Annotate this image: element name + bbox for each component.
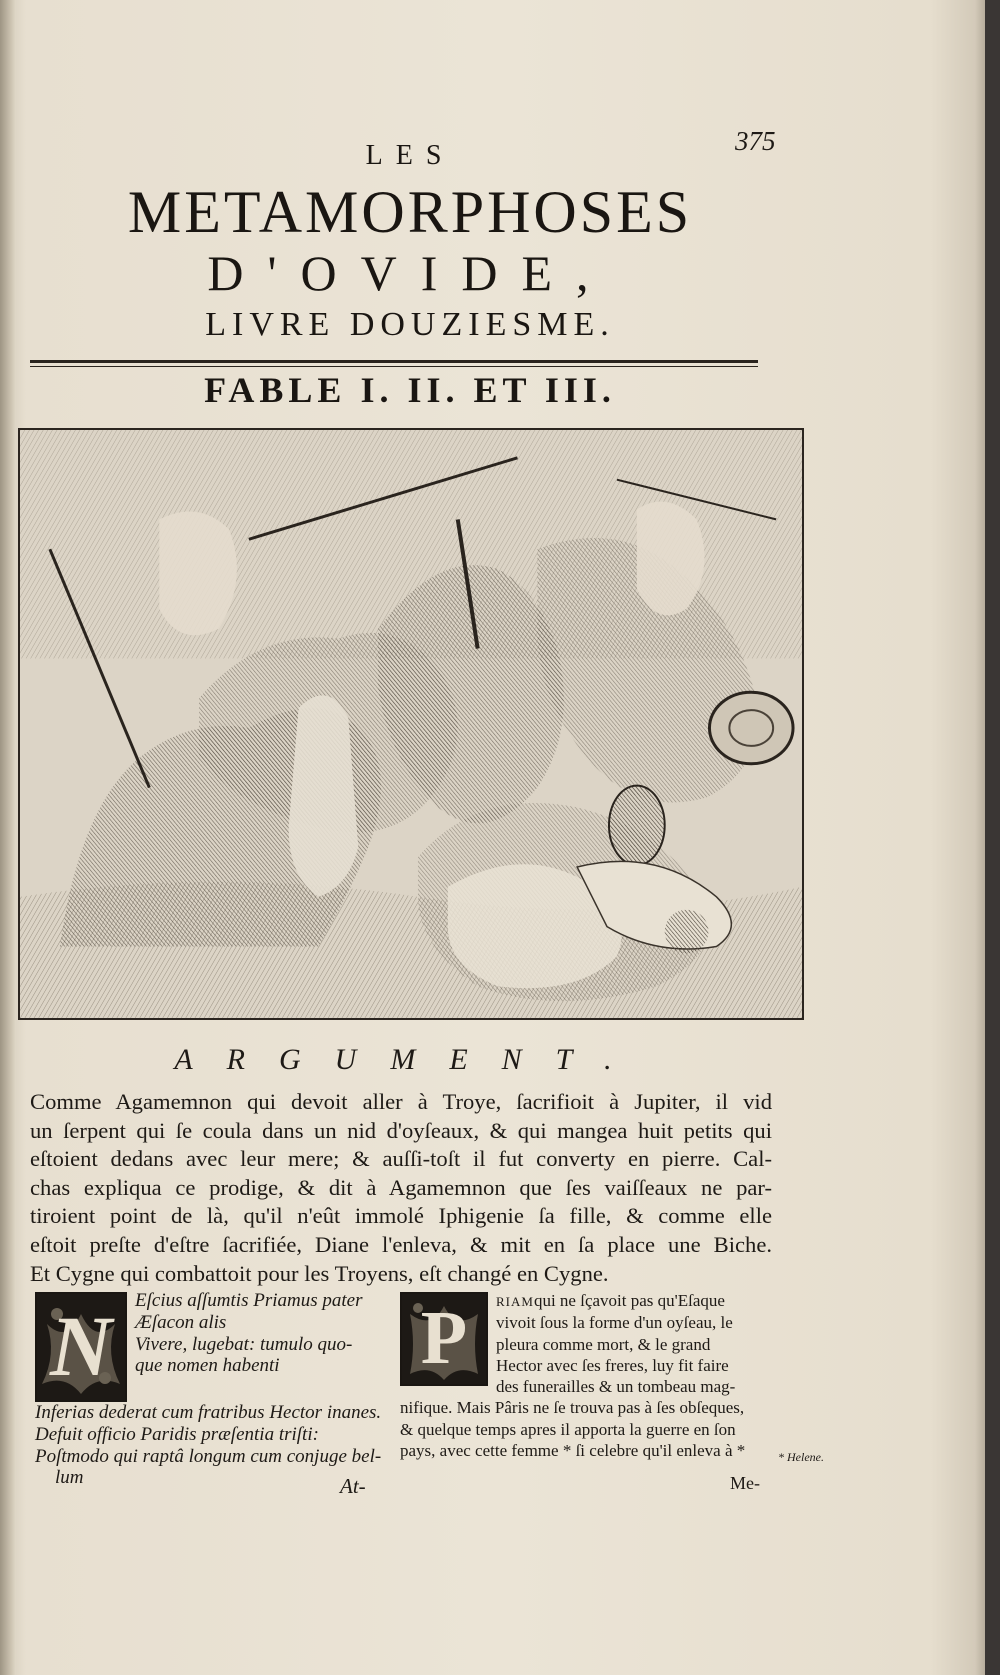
french-line: Hector avec ſes freres, luy fit faire — [496, 1355, 729, 1375]
title-livre: LIVRE DOUZIESME. — [205, 306, 615, 343]
french-column — [400, 1290, 780, 1461]
french-line: pays, avec cette femme * ſi celebre qu'il enleva à * — [400, 1441, 746, 1461]
french-line: pleura comme mort, & le grand — [496, 1334, 711, 1354]
engraving-illustration — [20, 430, 802, 1018]
argument-line: eſtoient dedans avec leur mere; & auſſi-toſt il fut converty en pierre. Cal- — [30, 1146, 772, 1172]
battle-engraving — [18, 428, 804, 1020]
argument-line: un ſerpent qui ſe coula dans un nid d'oyſeaux, & qui mangea huit petits qui — [30, 1117, 772, 1143]
argument-line: tiroient point de là, qu'il n'eût immolé Iphigenie ſa fille, & comme elle — [30, 1203, 772, 1229]
dropcap-p: P — [420, 1296, 468, 1380]
fable-heading: FABLE I. II. ET III. — [204, 370, 616, 410]
french-line: qui ne ſçavoit pas qu'Eſaque — [533, 1291, 725, 1310]
latin-catchword: At- — [340, 1474, 366, 1498]
argument-line: Et Cygne qui combattoit pour les Troyens, eſt changé en Cygne. — [30, 1260, 609, 1286]
title-dovide: D'OVIDE, — [207, 245, 613, 301]
argument-line: chas expliqua ce prodige, & dit à Agamemnon que ſes vaiſſeaux ne par- — [30, 1174, 772, 1200]
argument-line: Comme Agamemnon qui devoit aller à Troye, ſacrifioit à Jupiter, il vid — [30, 1089, 772, 1114]
latin-line: lum — [55, 1467, 84, 1489]
page-gutter — [0, 0, 16, 1675]
french-line: & quelque temps apres il apporta la guerre en ſon — [400, 1419, 736, 1439]
latin-line: que nomen habenti — [135, 1355, 280, 1377]
title-les: LES — [365, 140, 455, 171]
french-line: nifique. Mais Pâris ne ſe trouva pas à ſes obſeques, — [400, 1398, 745, 1418]
dropcap-p-ornament — [400, 1292, 488, 1386]
title-rule-thin — [30, 366, 758, 367]
page-number: 375 — [735, 126, 776, 156]
latin-line: Inferias dederat cum fratribus Hector inanes. — [35, 1402, 382, 1423]
french-catchword: Me- — [730, 1473, 760, 1493]
french-line: vivoit ſous la forme d'un oyſeau, le — [496, 1313, 733, 1333]
dropcap-n-ornament — [35, 1292, 127, 1402]
argument-heading: ARGUMENT. — [174, 1043, 646, 1076]
latin-line: Æſacon alis — [135, 1311, 227, 1333]
latin-line: Vivere, lugebat: tumulo quo- — [135, 1333, 353, 1355]
french-line: des funerailles & un tombeau mag- — [496, 1377, 736, 1397]
priam-smallcaps: RIAM — [496, 1294, 534, 1309]
title-metamorphoses: METAMORPHOSES — [127, 179, 693, 245]
title-rule — [30, 360, 758, 363]
argument-line: eſtoit preſte d'eſtre ſacrifiée, Diane l'enleva, & mit en ſa place une Biche. — [30, 1231, 772, 1257]
latin-line: Defuit officio Paridis præſentia triſti: — [35, 1423, 319, 1445]
dropcap-n: N — [49, 1298, 113, 1394]
margin-note: * Helene. — [778, 1450, 824, 1464]
latin-column — [35, 1290, 395, 1489]
argument-text — [30, 1088, 772, 1288]
latin-line: Eſcius aſſumtis Priamus pater — [135, 1290, 363, 1311]
latin-line: Poſtmodo qui raptâ longum cum conjuge bel- — [35, 1445, 382, 1467]
